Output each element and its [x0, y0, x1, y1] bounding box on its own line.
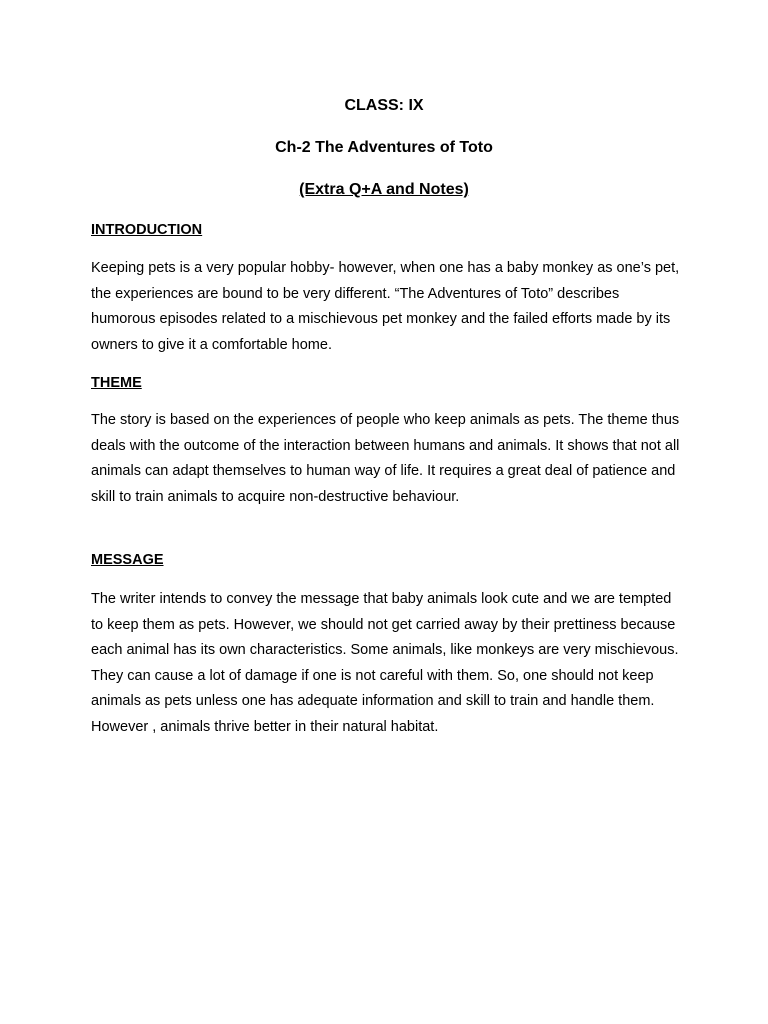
notes-subtitle: (Extra Q+A and Notes) — [299, 181, 469, 198]
section-title-theme: THEME — [91, 375, 142, 391]
section-title-introduction: INTRODUCTION — [91, 222, 203, 238]
section-title-message: MESSAGE — [91, 552, 164, 568]
class-heading: CLASS: IX — [344, 97, 424, 114]
section-body-message: The writer intends to convey the message that baby animals look cute and we are tempted to keep them as pets. However, we should not get carried away by their prettiness because each animal has its own characteristics. Some animals, like monkeys are very mischievous. They can cause a lot of damage if one is not careful with them. So, one should not keep animals as pets unless one has adequate information and skill to train and handle them. However , animals thrive better in their natural habitat. — [91, 591, 679, 735]
section-body-introduction: Keeping pets is a very popular hobby- however, when one has a baby monkey as one’s pet, the experiences are bound to be very different. “The Adventures of Toto” describes humorous episodes related to a mischievous pet monkey and the failed efforts made by its owners to give it a comfortable home. — [91, 260, 680, 353]
chapter-heading: Ch-2 The Adventures of Toto — [275, 139, 493, 156]
section-body-theme: The story is based on the experiences of people who keep animals as pets. The theme thus deals with the outcome of the interaction between humans and animals. It shows that not all animals can adapt themselves to human way of life. It requires a great deal of patience and skill to train animals to acquire non-destructive behaviour. — [91, 412, 680, 505]
